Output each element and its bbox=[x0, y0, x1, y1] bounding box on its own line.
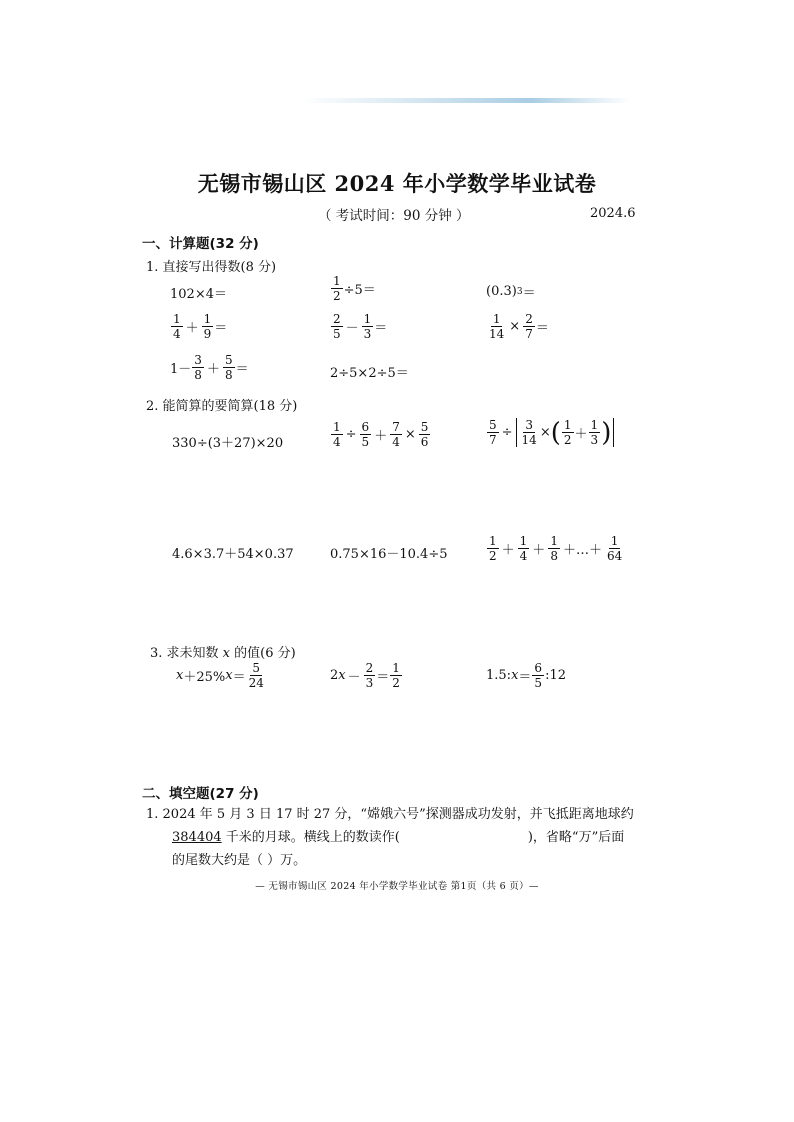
q2-expr-e: 0.75×16－10.4÷5 bbox=[330, 547, 448, 562]
q2-expr-a: 330÷(3＋27)×20 bbox=[172, 436, 284, 451]
q1-expr-d: $\frac{1}{4}$ ＋ $\frac{1}{9}$ ＝ bbox=[173, 312, 228, 341]
fraction: $\frac{1}{2}$ bbox=[333, 274, 341, 303]
header-decoration-line bbox=[300, 98, 630, 103]
q2-expr-f: $\frac{1}{2}$ ＋ $\frac{1}{4}$ ＋ $\frac{1}{8}$ ＋…＋ $\frac{1}{64}$ bbox=[489, 534, 623, 563]
exam-duration: （ 考试时间：90 分钟 ） bbox=[318, 208, 470, 224]
q3-equation-a: x ＋25% x ＝ $\frac{5}{24}$ bbox=[176, 661, 264, 690]
q1-expr-h: 2÷5×2÷5＝ bbox=[330, 366, 409, 381]
question-1-heading: 1. 直接写出得数(8 分) bbox=[146, 260, 277, 275]
q1-expr-f: $\frac{1}{14}$ × $\frac{2}{7}$ ＝ bbox=[489, 312, 549, 341]
underlined-number: 384404 bbox=[172, 830, 222, 845]
q2-expr-b: $\frac{1}{4}$ ÷ $\frac{6}{5}$ ＋ $\frac{7}{4}$ × $\frac{5}{6}$ bbox=[333, 420, 429, 449]
q1-expr-a: 102×4＝ bbox=[170, 287, 227, 302]
fill-question-1-line2: 384404 千米的月球。横线上的数读作( )，省略“万”后面 bbox=[172, 830, 625, 845]
q1-expr-g: 1－ $\frac{3}{8}$ ＋ $\frac{5}{8}$ ＝ bbox=[170, 353, 249, 382]
section-1-heading: 一、计算题(32 分) bbox=[142, 236, 259, 252]
q1-expr-e: $\frac{2}{5}$ － $\frac{1}{3}$ ＝ bbox=[333, 312, 388, 341]
exam-date: 2024.6 bbox=[590, 206, 636, 221]
fill-question-1-line3: 的尾数大约是（ ）万。 bbox=[172, 853, 307, 868]
square-bracket: $\frac{3}{14}$ × ( $\frac{1}{2}$ ＋ $\frac{1}{3}$ ) bbox=[516, 418, 615, 447]
q3-equation-b: 2 x － $\frac{2}{3}$ ＝ $\frac{1}{2}$ bbox=[330, 661, 400, 690]
q1-expr-b: $\frac{1}{2}$ ÷5＝ bbox=[333, 274, 376, 303]
q3-equation-c: 1.5: x ＝ $\frac{6}{5}$ :12 bbox=[486, 661, 566, 690]
q2-expr-c: $\frac{5}{7}$ ÷ $\frac{3}{14}$ × ( $\frac{1}{2}$ ＋ $\frac{1}{3}$ ) bbox=[486, 418, 615, 447]
q1-expr-c: (0.3) 3 ＝ bbox=[486, 284, 536, 301]
page-footer: — 无锡市锡山区 2024 年小学数学毕业试卷 第1页（共 6 页）— bbox=[255, 881, 539, 892]
question-2-heading: 2. 能简算的要简算(18 分) bbox=[146, 399, 298, 414]
fill-question-1-line1: 1. 2024 年 5 月 3 日 17 时 27 分，“嫦娥六号”探测器成功发射，并飞抵距离地球约 bbox=[146, 807, 634, 822]
q2-expr-d: 4.6×3.7＋54×0.37 bbox=[172, 547, 294, 562]
section-2-heading: 二、填空题(27 分) bbox=[142, 786, 259, 802]
question-3-heading: 3. 求未知数 x 的值(6 分) bbox=[150, 646, 296, 661]
exam-title: 无锡市锡山区 2024 年小学数学毕业试卷 bbox=[197, 171, 597, 196]
